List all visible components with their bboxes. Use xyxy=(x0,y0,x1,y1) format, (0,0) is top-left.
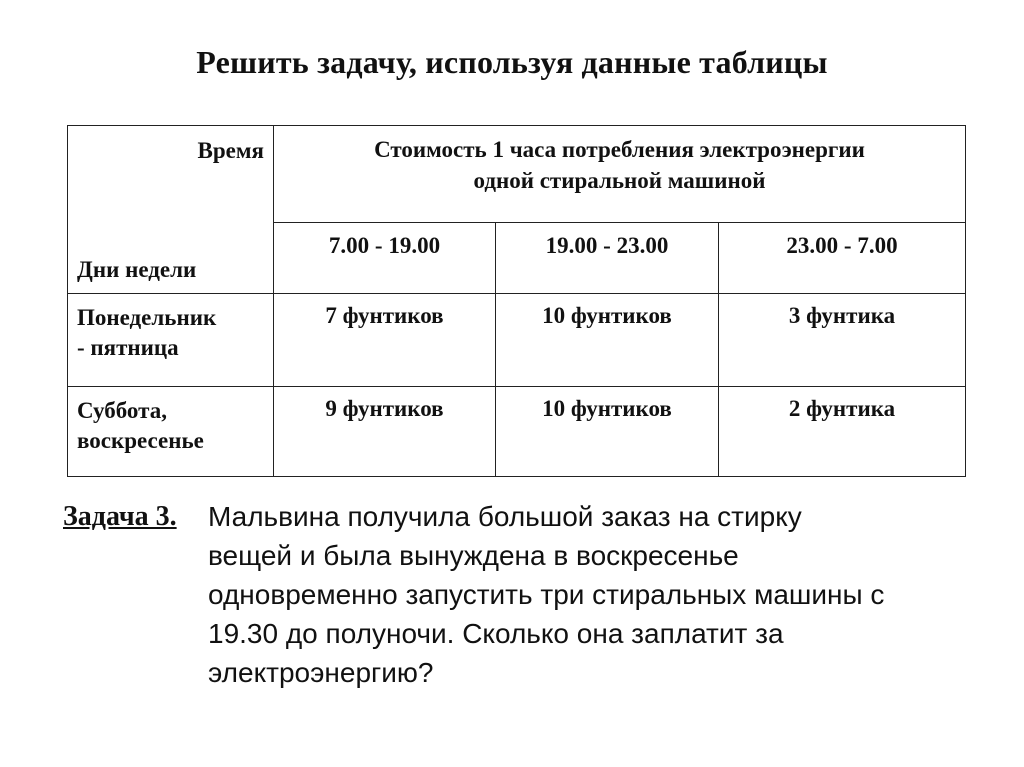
task-line: одновременно запустить три стиральных машины с xyxy=(208,579,885,610)
price-cell: 3 фунтика xyxy=(719,294,966,387)
rates-table xyxy=(67,125,966,477)
day-label-line: - пятница xyxy=(77,335,179,360)
cost-header-line: одной стиральной машиной xyxy=(473,168,766,193)
table-row xyxy=(68,294,966,387)
day-label-line: Суббота, xyxy=(77,398,167,423)
time-slot-header: 23.00 - 7.00 xyxy=(719,223,966,294)
price-cell: 10 фунтиков xyxy=(496,294,719,387)
price-cell: 2 фунтика xyxy=(719,387,966,477)
task-line: вещей и была вынуждена в воскресенье xyxy=(208,540,739,571)
price-cell: 7 фунтиков xyxy=(274,294,496,387)
time-slot-header: 19.00 - 23.00 xyxy=(496,223,719,294)
task-line: Мальвина получила большой заказ на стирку xyxy=(208,501,802,532)
page-title: Решить задачу, используя данные таблицы xyxy=(196,44,828,80)
task-label: Задача 3. xyxy=(63,501,177,532)
price-cell: 9 фунтиков xyxy=(274,387,496,477)
time-header-label: Время xyxy=(197,138,264,163)
table-row xyxy=(68,387,966,477)
task-line: 19.30 до полуночи. Сколько она заплатит за xyxy=(208,618,784,649)
day-cell xyxy=(68,294,274,387)
cost-header-line: Стоимость 1 часа потребления электроэнергии xyxy=(374,137,865,162)
days-header-label: Дни недели xyxy=(77,257,197,282)
task-line: электроэнергию? xyxy=(208,657,434,688)
task-text xyxy=(208,497,978,692)
day-cell xyxy=(68,387,274,477)
day-label-line: воскресенье xyxy=(77,428,204,453)
cost-header-cell xyxy=(274,126,966,223)
time-slot-header: 7.00 - 19.00 xyxy=(274,223,496,294)
price-cell: 10 фунтиков xyxy=(496,387,719,477)
day-label-line: Понедельник xyxy=(77,305,217,330)
corner-header-cell xyxy=(68,126,274,294)
